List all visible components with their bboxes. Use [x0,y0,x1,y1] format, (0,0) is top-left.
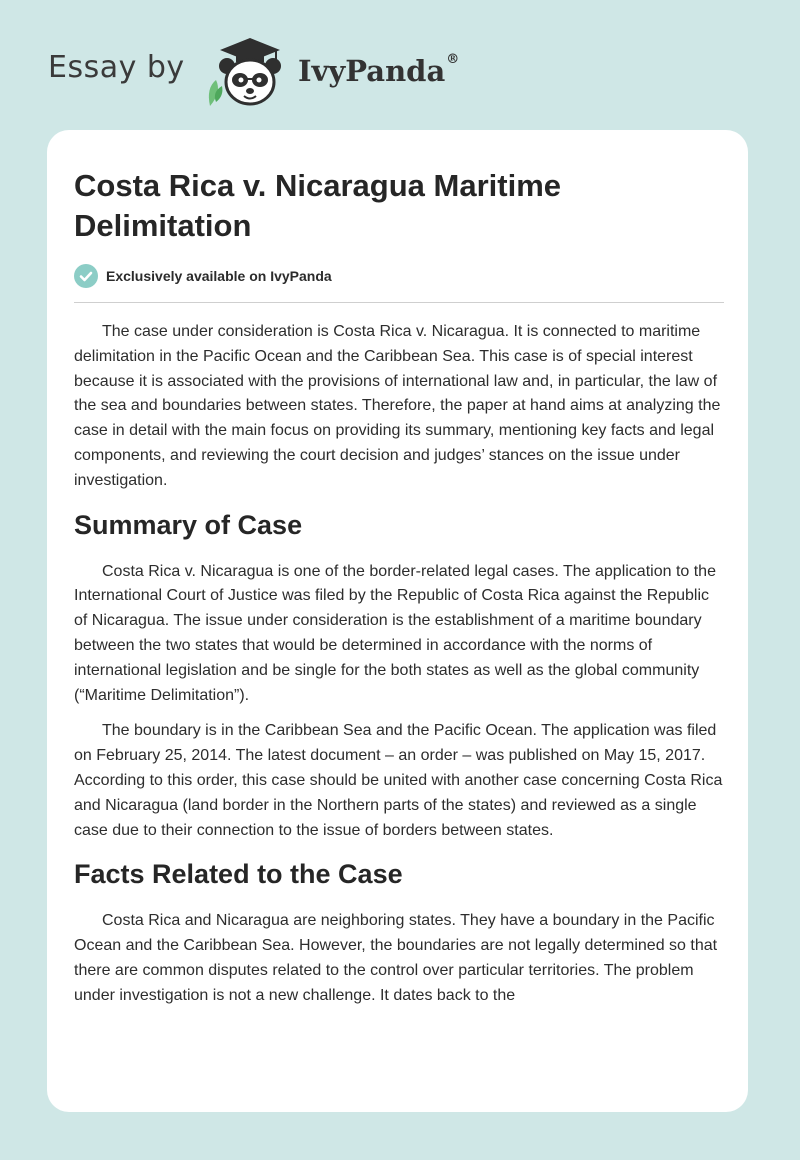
divider [74,302,724,303]
essay-card [47,130,748,1112]
section-heading-facts: Facts Related to the Case [74,859,403,890]
paragraph: The boundary is in the Caribbean Sea and the Pacific Ocean. The application was filed on February 25, 2014. The latest document – an order – was published on May 15, 2017. According to this order, this case should be united with another case concerning Costa Rica and Nicaragua (land border in the Northern parts of the states) and reviewed as a single case due to their connection to the issue of borders between states. [74,722,723,839]
essay-by-label: Essay by [48,50,185,85]
section-heading-summary: Summary of Case [74,509,303,540]
registered-mark: ® [446,52,460,67]
panda-logo-icon[interactable] [202,36,292,108]
essay-title: Costa Rica v. Nicaragua Maritime Delimitation [74,168,561,243]
intro-paragraph: The case under consideration is Costa Rica v. Nicaragua. It is connected to maritime delimitation in the Pacific Ocean and the Caribbean Sea. This case is of special interest because it is associated with the provisions of international law and, in particular, the law of the sea and boundaries between states. Therefore, the paper at hand aims at analyzing the case in detail with the main focus on providing its summary, mentioning key facts and legal components, and reviewing the court decision and judges’ stances on the issue under investigation. [74,323,721,489]
site-header [48,36,508,106]
brand-text: IvyPanda [298,54,446,88]
essay-body [74,320,724,1020]
exclusive-text: Exclusively available on IvyPanda [106,268,332,284]
paragraph: Costa Rica v. Nicaragua is one of the border-related legal cases. The application to the International Court of Justice was filed by the Republic of Costa Rica against the Republic of Nicaragua. The issue under consideration is the establishment of a maritime boundary between the two states that would be determined in accordance with the norms of international legislation and be single for the both states as well as the global community (“Maritime Delimitation”). [74,562,716,704]
check-circle-icon [74,264,98,288]
exclusive-badge [74,263,332,289]
paragraph: Costa Rica and Nicaragua are neighboring states. They have a boundary in the Pacific Ocean and the Caribbean Sea. However, the boundaries are not legally determined so that there are common disputes related to the control over particular territories. The problem under investigation is not a new challenge. It dates back to the [74,912,718,1004]
brand-name[interactable] [298,54,459,88]
